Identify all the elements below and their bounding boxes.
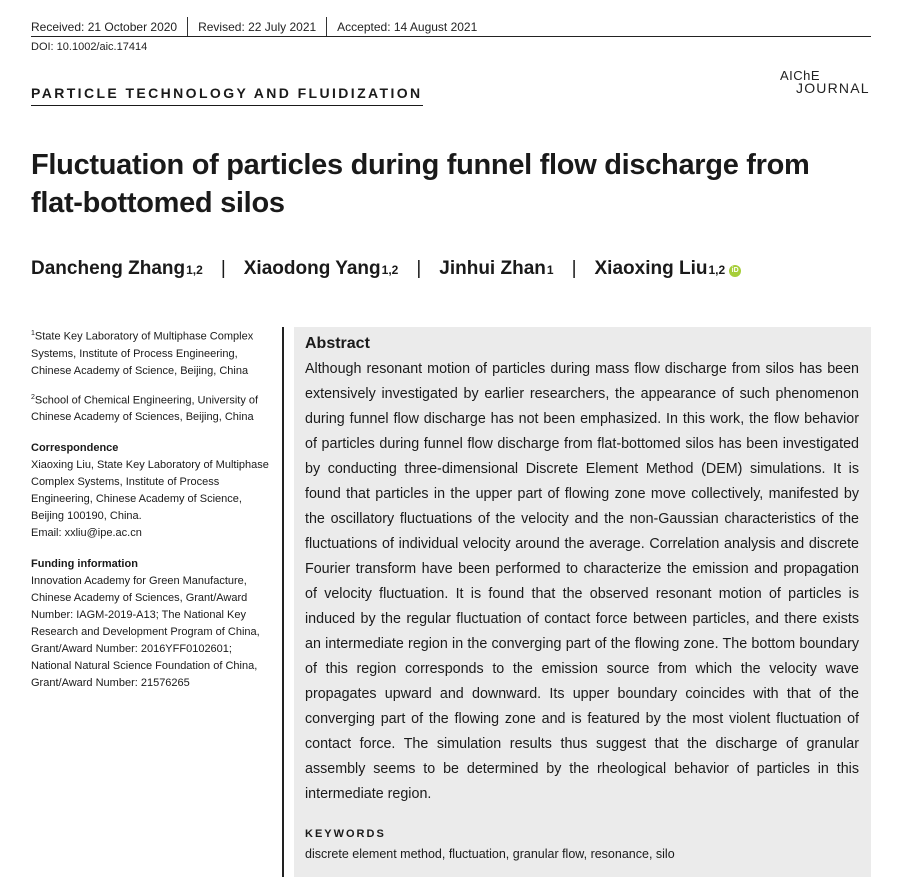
funding-text: Innovation Academy for Green Manufacture, Chinese Academy of Sciences, Grant/Award Number: IAGM-2019-A13; The National Key Research and Development Program of China, Grant/Award Number: 2016YFF0102601; National Natural Science Foundation of China, Grant/Award Number: 21576265 [31, 575, 260, 690]
author-separator: | [571, 258, 577, 279]
affiliation-1: $^1$State Key Laboratory of Multiphase Complex Systems, Institute of Process Engineering, Chinese Academy of Science, Beijing, China [31, 330, 254, 377]
article-title: Fluctuation of particles during funnel flow discharge from flat-bottomed silos [31, 149, 810, 219]
article-info-column [31, 325, 271, 692]
author-separator: | [220, 258, 226, 279]
publication-dates [31, 17, 477, 37]
accepted-date: Accepted: 14 August 2021 [337, 20, 478, 34]
revised-date: Revised: 22 July 2021 [198, 20, 317, 34]
keywords-list: discrete element method, fluctuation, granular flow, resonance, silo [305, 847, 675, 861]
author-affil-sup: 1,2 [186, 263, 203, 277]
date-divider [326, 17, 327, 37]
abstract-text: Although resonant motion of particles during mass flow discharge from silos has been extensively investigated by earlier researchers, the appearance of such phenomenon during funnel flow discharge has not been emphasized. In this work, the flow behavior of particles during funnel flow discharge from flat-bottomed silos has been investigated by conducting three-dimensional Discrete Element Method (DEM) simulations. It is found that particles in the upper part of flowing zone move collectively, manifested by the oscillatory fluctuations of the velocity and the non-Gaussian characteristics of the fluctuations of individual velocity around the average. Correlation analysis and discrete Fourier transform have been performed to characterize the emission and propagation of velocity fluctuation. It is found that the observed resonant motion of particles is induced by the regular fluctuation of contact force between particles, and there exists an intermediate region in the converging part of the flowing zone. The bottom boundary of this region corresponds to the emission source from which the velocity wave propagates upward and downward. Its upper boundary coincides with that of the converging part of the flowing zone and is featured by the most violent fluctuation of contact force. The simulation results thus suggest that the discharge of granular assembly seems to be determined by the rheological behavior of particles in this intermediate region. [305, 361, 859, 802]
correspondence-text: Xiaoxing Liu, State Key Laboratory of Multiphase Complex Systems, Institute of Process Engineering, Chinese Academy of Science, Beijing 100190, China. [31, 459, 269, 523]
column-divider [282, 327, 284, 877]
correspondence-heading: Correspondence [31, 442, 119, 455]
received-date: Received: 21 October 2020 [31, 20, 178, 34]
author-name[interactable]: Xiaoxing Liu [594, 258, 708, 279]
author-affil-sup: 1,2 [381, 263, 399, 277]
keywords-heading: KEYWORDS [305, 828, 386, 840]
author-affil-sup: 1 [546, 263, 554, 277]
date-divider [187, 17, 188, 37]
author-affil-sup: 1,2 [708, 263, 726, 277]
author-name[interactable]: Jinhui Zhan [439, 258, 546, 279]
abstract-heading: Abstract [305, 335, 370, 352]
correspondence-email[interactable]: Email: xxliu@ipe.ac.cn [31, 527, 142, 540]
logo-aiche: AIChE [780, 68, 821, 83]
author-list [31, 258, 741, 280]
doi[interactable]: DOI: 10.1002/aic.17414 [31, 41, 148, 53]
author-name[interactable]: Dancheng Zhang [31, 258, 186, 279]
header-rule [31, 36, 871, 37]
abstract-panel [294, 327, 871, 877]
journal-logo [780, 68, 872, 100]
author-separator: | [416, 258, 422, 279]
affiliation-2: $^2$School of Chemical Engineering, University of Chinese Academy of Sciences, Beijing, China [31, 393, 259, 424]
section-label: PARTICLE TECHNOLOGY AND FLUIDIZATION [31, 85, 423, 106]
funding-heading: Funding information [31, 558, 138, 571]
author-name[interactable]: Xiaodong Yang [243, 258, 381, 279]
logo-journal: JOURNAL [796, 80, 870, 96]
orcid-icon[interactable]: iD [729, 265, 741, 277]
